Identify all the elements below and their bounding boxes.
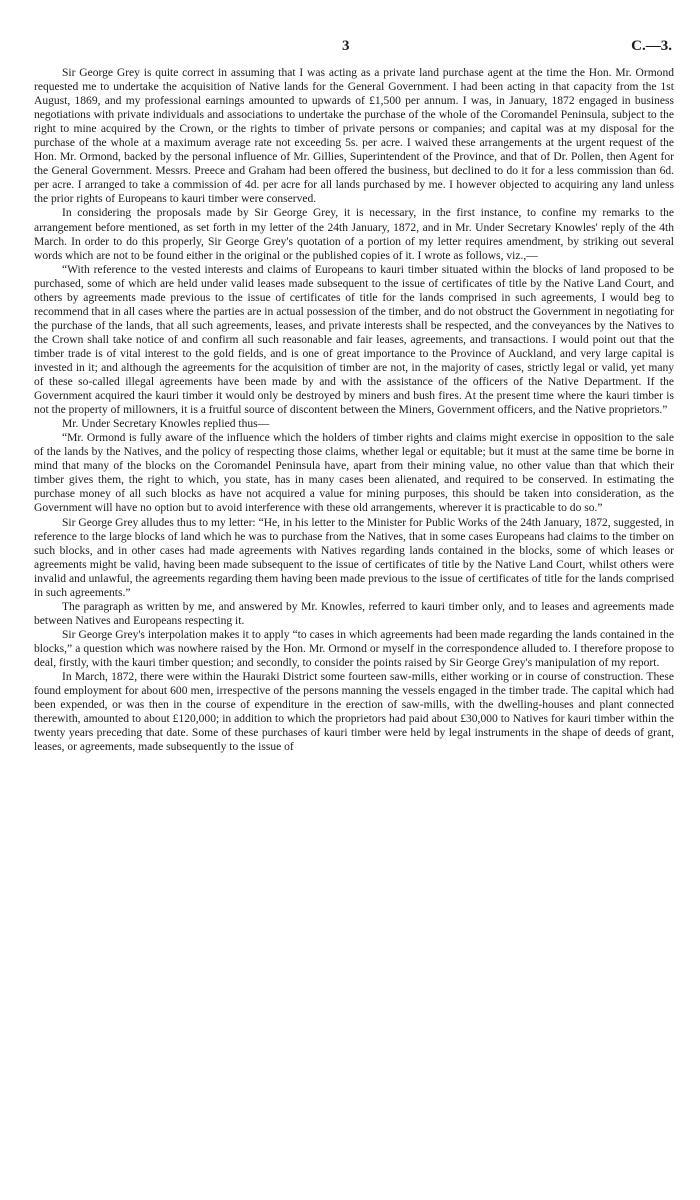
quoted-paragraph: “Mr. Ormond is fully aware of the influence which the holders of timber rights and claims might exercise in opposition to the sale of the lands by the Natives, and the policy of respecting those claims, whether legal or equitable; but it must at the same time be borne in mind that many of the blocks on the Coromandel Peninsula have, apart from their mining value, no other value than that which their timber gives them, the right to which, you state, has in many cases been alienated, and required to be conserved. In estimating the purchase money of all such blocks as have not acquired a value for mining purposes, this should be taken into consideration, as the Government will have no option but to avoid interference with these old arrangements, wherever it is practicable to do so.” (34, 432, 674, 515)
section-code: C.—3. (631, 38, 672, 54)
quoted-paragraph: “With reference to the vested interests and claims of Europeans to kauri timber situated within the blocks of land proposed to be purchased, some of which are held under valid leases made subsequent to the issue of certificates of title by the Native Land Court, and others by agreements made previous to the issue of certificates of title for the lands comprised in such agreements, I would beg to recommend that in all cases where the parties are in actual possession of the timber, and do not obstruct the Government in negotiating for the purchase of the lands, that all such agreements, leases, and private interests shall be respected, and the conveyances by the Natives to the Crown shall take notice of and confirm all such reasonable and fair leases, agreements, and transactions. I would point out that the timber trade is of vital interest to the gold fields, and is one of great importance to the Province of Auckland, and very large capital is invested in it; and although the agreements for the acquisition of timber are not, in the majority of cases, strictly legal or valid, yet many of these so-called illegal agreements have been made by and with the assistance of the officers of the Native Department. If the Government acquired the kauri timber it would only be destroyed by miners and bush fires. At the present time where the kauri timber is not the property of millowners, it is a fruitful source of discontent between the Miners, Government officers, and the Native proprietors.” (34, 263, 674, 417)
paragraph: Mr. Under Secretary Knowles replied thus— (62, 418, 270, 431)
paragraph: Sir George Grey alludes thus to my letter: “He, in his letter to the Minister for Public Works of the 24th January, 1872, suggested, in reference to the large blocks of land which he was to purchase from the Natives, that in some cases Europeans had claims to the timber on such blocks, and in other cases had made agreements with Natives regarding lands contained in the blocks, some of which leases or agreements might be valid, having been made subsequent to the issue of certificates of title by the Native Land Court, whilst others were invalid and unlawful, the agreements regarding them having been made previous to the issue of certificates of title for the lands comprised in such agreements.” (34, 516, 674, 599)
page-number: 3 (342, 38, 350, 54)
paragraph: The paragraph as written by me, and answered by Mr. Knowles, referred to kauri timber only, and to leases and agreements made between Natives and Europeans respecting it. (34, 600, 674, 627)
paragraph: In considering the proposals made by Sir George Grey, it is necessary, in the first instance, to confine my remarks to the arrangement before mentioned, as set forth in my letter of the 24th January, 1872, and in Mr. Under Secretary Knowles' reply of the 4th March. In order to do this properly, Sir George Grey's quotation of a portion of my letter requires amendment, by striking out several words which are not to be found either in the original or the published copies of it. I wrote as follows, viz.,— (34, 207, 674, 262)
page-header (34, 38, 674, 66)
paragraph: Sir George Grey's interpolation makes it to apply “to cases in which agreements had been made regarding the lands contained in the blocks,” a question which was nowhere raised by the Hon. Mr. Ormond or myself in the correspondence alluded to. I therefore propose to deal, firstly, with the kauri timber question; and secondly, to consider the points raised by Sir George Grey's manipulation of my report. (34, 628, 674, 669)
paragraph: Sir George Grey is quite correct in assuming that I was acting as a private land purchase agent at the time the Hon. Mr. Ormond requested me to undertake the acquisition of Native lands for the General Government. I had been acting in that capacity from the 1st August, 1869, and my professional earnings amounted to upwards of £1,500 per annum. I was, in January, 1872 engaged in business negotiations with private individuals and associations to undertake the purchase of the whole of the Coromandel Peninsula, subject to the right to mine acquired by the Crown, or the rights to timber of private persons or companies; and capital was at my disposal for the purchase of the whole at a maximum average rate not exceeding 5s. per acre. I waived these arrangements at the urgent request of the Hon. Mr. Ormond, backed by the personal influence of Mr. Gillies, Superintendent of the Province, and that of Dr. Pollen, then Agent for the General Government. Messrs. Preece and Graham had been offered the business, but declined to do it for a less commission than 6d. per acre. I arranged to take a commission of 4d. per acre for all lands purchased by me. I however objected to acquiring any land unless the prior rights of Europeans to kauri timber were conserved. (34, 67, 674, 206)
paragraph: In March, 1872, there were within the Hauraki District some fourteen saw-mills, either working or in course of construction. These found employment for about 600 men, irrespective of the persons manning the vessels engaged in the timber trade. The capital which had been expended, or was then in the course of expenditure in the erection of saw-mills, with the dwelling-houses and plant connected therewith, amounted to about £120,000; in addition to which the proprietors had paid about £30,000 to Natives for kauri timber within the twenty years preceding that date. Some of these purchases of kauri timber were held by legal instruments in the shape of deeds of grant, leases, or agreements, made subsequently to the issue of (34, 671, 674, 754)
body-text (34, 66, 674, 754)
